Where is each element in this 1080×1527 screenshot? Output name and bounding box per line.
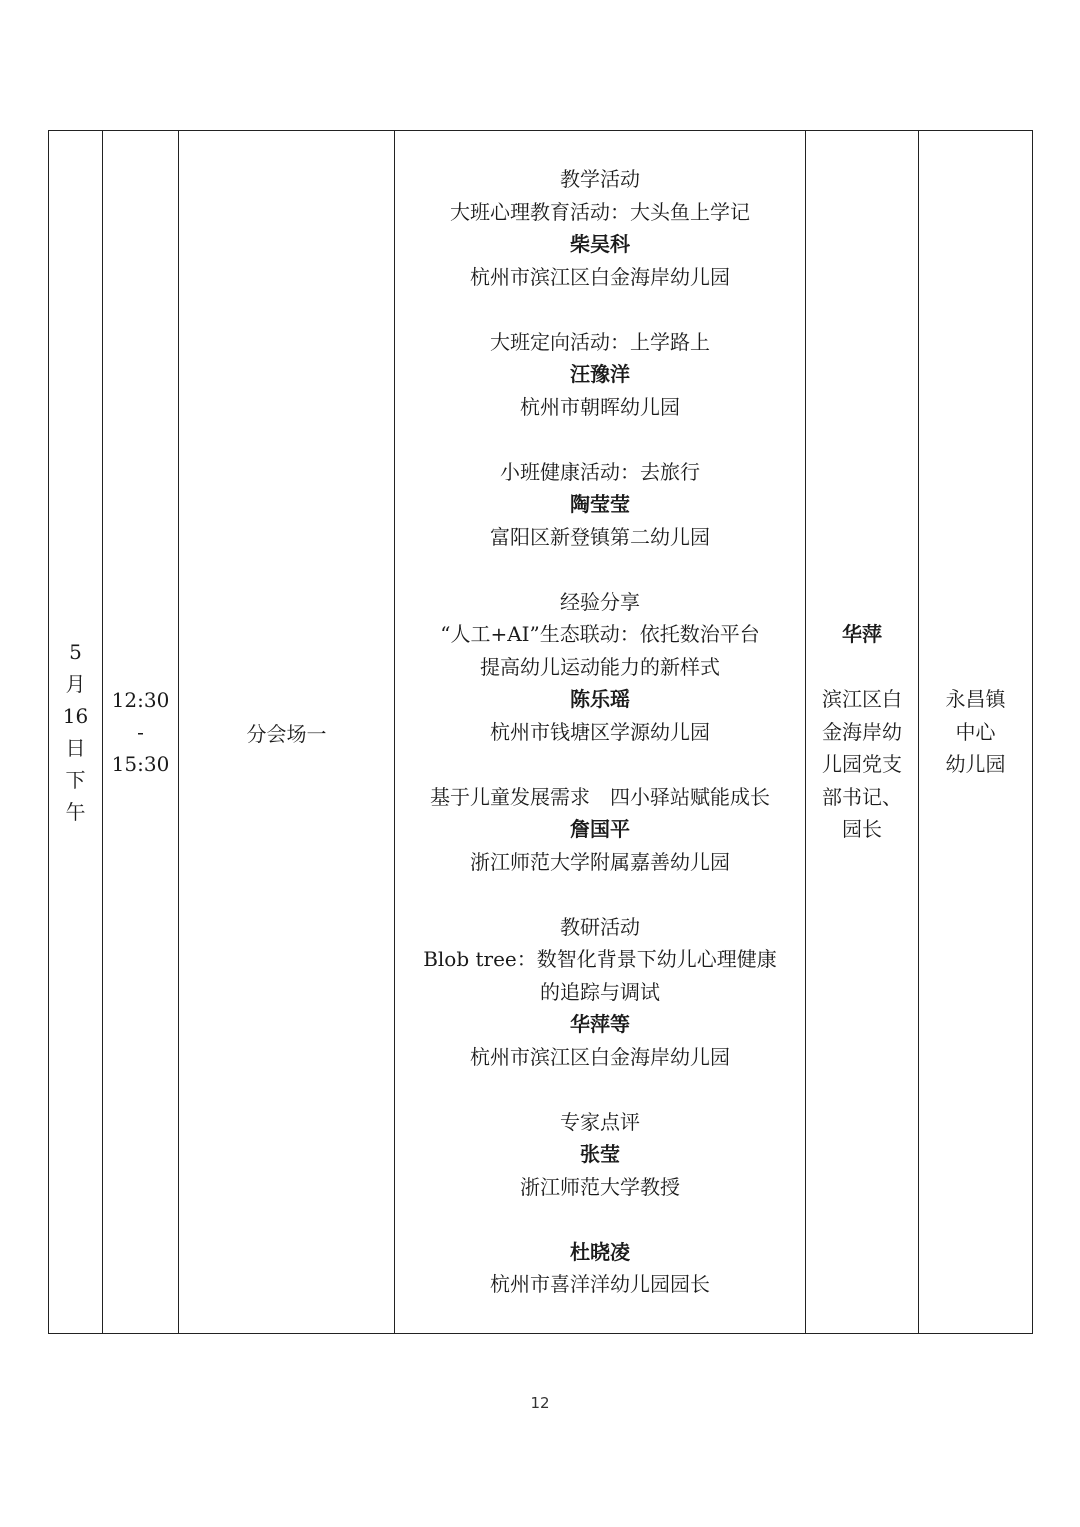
presenter-name: 华萍等 bbox=[570, 1012, 630, 1037]
host-title-line: 部书记、 bbox=[822, 784, 902, 809]
venue-cell bbox=[179, 131, 395, 1334]
program-section bbox=[395, 326, 805, 424]
presenter-name: 张莹 bbox=[580, 1142, 620, 1167]
date-char: 午 bbox=[65, 800, 86, 824]
program-section bbox=[395, 163, 805, 293]
page-number: 12 bbox=[530, 1394, 550, 1412]
activity-title: 提高幼儿运动能力的新样式 bbox=[480, 654, 720, 679]
date-char: 16 bbox=[62, 704, 89, 728]
section-header: 经验分享 bbox=[560, 589, 640, 614]
activity-title: 基于儿童发展需求 四小驿站赋能成长 bbox=[430, 784, 770, 809]
section-header: 教研活动 bbox=[560, 914, 640, 939]
host-title-line: 园长 bbox=[842, 817, 882, 842]
activity-title: 大班定向活动：上学路上 bbox=[490, 329, 710, 354]
date-char: 5 bbox=[69, 640, 82, 664]
program-section bbox=[395, 911, 805, 1074]
host-cell bbox=[806, 131, 919, 1334]
presenter-org: 浙江师范大学教授 bbox=[520, 1174, 680, 1199]
time-cell bbox=[103, 131, 179, 1334]
venue-name: 分会场一 bbox=[246, 721, 327, 746]
date-cell bbox=[49, 131, 103, 1334]
time-separator: - bbox=[137, 720, 144, 744]
location-line: 永昌镇 bbox=[945, 687, 1006, 712]
program-section bbox=[395, 456, 805, 554]
presenter-org: 杭州市钱塘区学源幼儿园 bbox=[490, 719, 710, 744]
host-title-line: 儿园党支 bbox=[822, 752, 902, 777]
location-cell bbox=[919, 131, 1033, 1334]
activity-title: Blob tree：数智化背景下幼儿心理健康 bbox=[423, 947, 777, 972]
date-char: 月 bbox=[65, 672, 86, 696]
activity-title: “人工+AI”生态联动：依托数治平台 bbox=[440, 622, 760, 647]
presenter-org: 杭州市滨江区白金海岸幼儿园 bbox=[470, 1044, 730, 1069]
program-section bbox=[395, 586, 805, 749]
presenter-name: 陶莹莹 bbox=[570, 492, 630, 517]
date-char: 日 bbox=[65, 736, 86, 760]
section-header: 专家点评 bbox=[560, 1109, 640, 1134]
time-start: 12:30 bbox=[111, 688, 170, 712]
host-title-line: 金海岸幼 bbox=[822, 719, 902, 744]
program-section bbox=[395, 1236, 805, 1301]
presenter-name: 詹国平 bbox=[570, 817, 630, 842]
date-char: 下 bbox=[65, 768, 86, 792]
location-line: 中心 bbox=[955, 719, 996, 744]
activity-title: 小班健康活动：去旅行 bbox=[500, 459, 700, 484]
host-name: 华萍 bbox=[842, 622, 882, 647]
presenter-org: 富阳区新登镇第二幼儿园 bbox=[490, 524, 710, 549]
presenter-name: 汪豫洋 bbox=[570, 362, 630, 387]
presenter-org: 杭州市滨江区白金海岸幼儿园 bbox=[470, 264, 730, 289]
time-end: 15:30 bbox=[111, 752, 170, 776]
presenter-org: 浙江师范大学附属嘉善幼儿园 bbox=[470, 849, 730, 874]
presenter-name: 陈乐瑶 bbox=[570, 687, 630, 712]
section-header: 教学活动 bbox=[560, 167, 640, 192]
presenter-org: 杭州市喜洋洋幼儿园园长 bbox=[490, 1272, 710, 1297]
presenter-name: 杜晓凌 bbox=[570, 1239, 630, 1264]
activity-title: 的追踪与调试 bbox=[540, 979, 660, 1004]
program-cell bbox=[395, 131, 806, 1334]
location-line: 幼儿园 bbox=[945, 752, 1006, 777]
table-row bbox=[49, 131, 1033, 1334]
schedule-table bbox=[48, 130, 1033, 1334]
program-section bbox=[395, 781, 805, 879]
program-section bbox=[395, 1106, 805, 1204]
presenter-name: 柴吴科 bbox=[570, 232, 630, 257]
activity-title: 大班心理教育活动：大头鱼上学记 bbox=[450, 199, 750, 224]
presenter-org: 杭州市朝晖幼儿园 bbox=[520, 394, 680, 419]
host-title-line: 滨江区白 bbox=[822, 687, 902, 712]
